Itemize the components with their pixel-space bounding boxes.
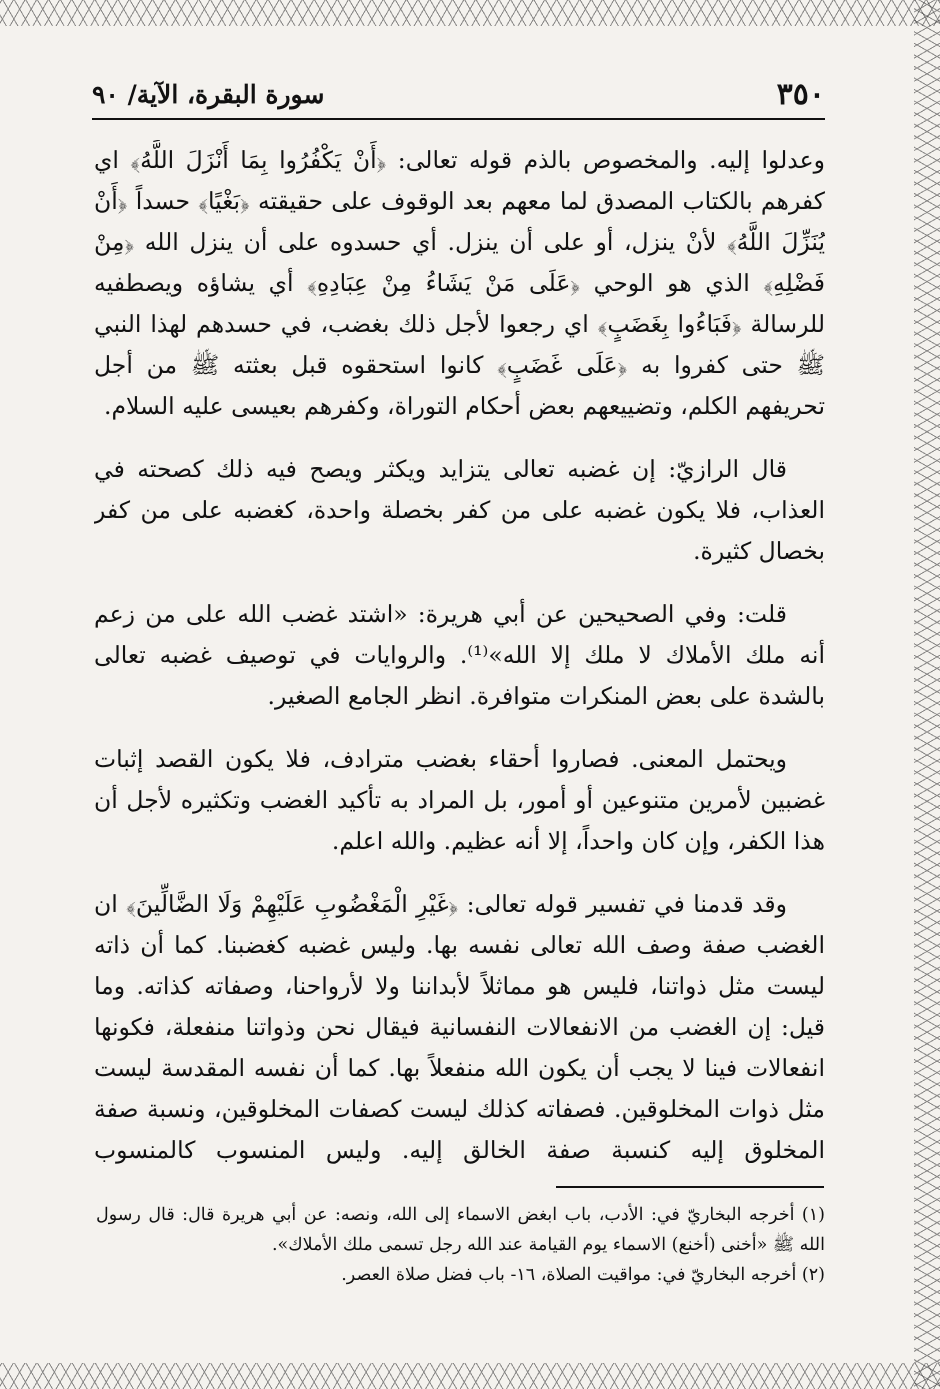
footnote-divider	[556, 1186, 824, 1188]
ornamental-border-top	[0, 0, 940, 26]
page-number: ٣٥٠	[776, 76, 825, 112]
footnote-1: (١) أخرجه البخاريّ في: الأدب، باب ابغض الاسماء إلى الله، ونصه: عن أبي هريرة قال: قال رسول الله ﷺ «أخنى (أخنع) الاسماء يوم القيامة عند الله رجل تسمى ملك الأملاك».	[96, 1205, 825, 1255]
footnotes	[96, 1200, 825, 1300]
paragraph-3: قلت: وفي الصحيحين عن أبي هريرة: «اشتد غضب الله على من زعم أنه ملك الأملاك لا ملك إلا الله»⁽¹⁾. والروايات في توصيف غضبه تعالى بالشدة على بعض المنكرات متوافرة. انظر الجامع الصغير.	[94, 600, 825, 710]
footnote-2: (٢) أخرجه البخاريّ في: مواقيت الصلاة، ١٦- باب فضل صلاة العصر.	[341, 1265, 825, 1285]
body-text	[94, 140, 825, 1165]
running-title: سورة البقرة، الآية/ ٩٠	[92, 79, 325, 109]
ornamental-border-bottom	[0, 1363, 940, 1389]
paragraph-4: ويحتمل المعنى. فصاروا أحقاء بغضب مترادف، فلا يكون القصد إثبات غضبين لأمرين متنوعين أو أمور، بل المراد به تأكيد الغضب وتكثيره لأجل أن هذا الكفر، وإن كان واحداً، إلا أنه عظيم. والله اعلم.	[94, 745, 825, 855]
paragraph-2: قال الرازيّ: إن غضبه تعالى يتزايد ويكثر ويصح فيه ذلك كصحته في العذاب، فلا يكون غضبه على من كفر بخصلة واحدة، كغضبه على من كفر بخصال كثيرة.	[94, 455, 825, 565]
paragraph-5: وقد قدمنا في تفسير قوله تعالى: ﴿غَيْرِ الْمَغْضُوبِ عَلَيْهِمْ وَلَا الضَّالِّينَ﴾ ان الغضب صفة وصف الله تعالى نفسه بها. وليس غضبه كغضبنا. كما أن ذاته ليست مثل ذواتنا، فليس هو مماثلاً لأبداننا ولا لأرواحنا، وصفاته كذاته. وما قيل: إن الغضب من الانفعالات النفسانية فيقال نحن وذواتنا منفعلة، فكونها انفعالات فينا لا يجب أن يكون الله منفعلاً بها. كما أن نفسه المقدسة ليست مثل ذوات المخلوقين. فصفاته كذلك ليست كصفات المخلوقين، ونسبة صفة المخلوق إليه كنسبة صفة الخالق إليه. وليس المنسوب كالمنسوب	[94, 890, 825, 1164]
ornamental-border-right	[914, 0, 940, 1389]
page-header	[92, 70, 825, 120]
paragraph-1: وعدلوا إليه. والمخصوص بالذم قوله تعالى: ﴿أَنْ يَكْفُرُوا بِمَا أَنْزَلَ اللَّهُ﴾ اي كفرهم بالكتاب المصدق لما معهم بعد الوقوف على حقيقته ﴿بَغْيًا﴾ حسداً ﴿أَنْ يُنَزِّلَ اللَّهُ﴾ لأنْ ينزل، أو على أن ينزل. أي حسدوه على أن ينزل الله ﴿مِنْ فَضْلِهِ﴾ الذي هو الوحي ﴿عَلَى مَنْ يَشَاءُ مِنْ عِبَادِهِ﴾ أي يشاؤه ويصطفيه للرسالة ﴿فَبَاءُوا بِغَضَبٍ﴾ اي رجعوا لأجل ذلك بغضب، في حسدهم لهذا النبي ﷺ حتى كفروا به ﴿عَلَى غَضَبٍ﴾ كانوا استحقوه قبل بعثته ﷺ من أجل تحريفهم الكلم، وتضييعهم بعض أحكام التوراة، وكفرهم بعيسى عليه السلام.	[94, 146, 825, 420]
